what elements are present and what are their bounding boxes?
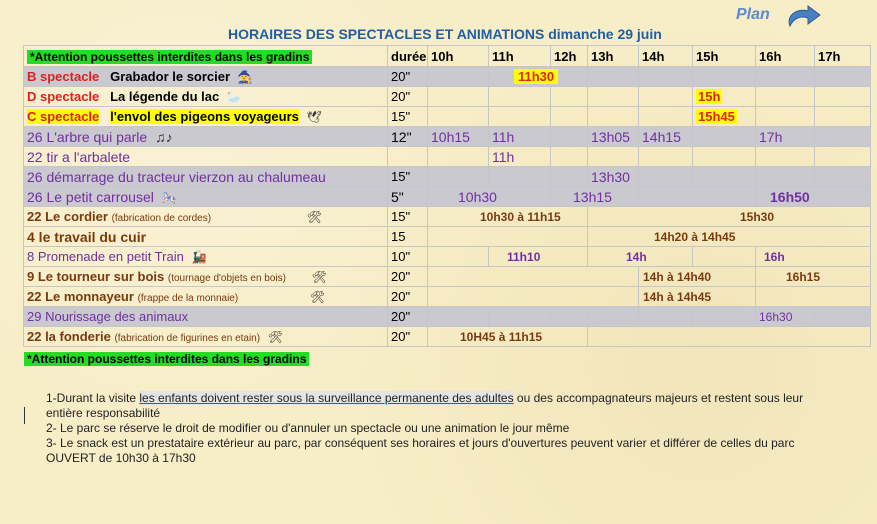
header-duree: durée: [388, 46, 428, 67]
time-cell: 10h30 à 11h15: [428, 207, 588, 227]
header-row: [24, 46, 871, 67]
header-16h: 16h: [756, 46, 815, 67]
table-row: [24, 227, 871, 247]
activity-cell: [24, 107, 388, 127]
activity-cell: [24, 247, 388, 267]
activity-name: Grabador le sorcier: [110, 69, 231, 84]
time-cell: 11h: [489, 127, 551, 147]
craftsman-icon: 🛠: [309, 290, 326, 304]
table-row: [24, 287, 871, 307]
duree-cell: 15": [388, 207, 428, 227]
warning-bottom-container: [24, 350, 309, 368]
header-12h: 12h: [551, 46, 588, 67]
activity-name: 8 Promenade en petit Train: [27, 249, 184, 264]
time-cell: 16h: [756, 247, 871, 267]
header-17h: 17h: [815, 46, 871, 67]
duree-cell: 10": [388, 247, 428, 267]
time-cell: 14h20 à 14h45: [588, 227, 871, 247]
time-cell: 14h: [588, 247, 693, 267]
table-row: [24, 327, 871, 347]
activity-name: [24, 307, 388, 327]
activity-cell: [24, 127, 388, 147]
activity-cell: [24, 87, 388, 107]
duree-cell: 20": [388, 307, 428, 327]
schedule-table: [23, 45, 871, 347]
duree-cell: 5": [388, 187, 428, 207]
text-cursor: [24, 407, 25, 424]
time-value: 15h: [698, 89, 721, 104]
table-row: [24, 267, 871, 287]
activity-name-text: 29 Nourissage des animaux: [27, 309, 189, 324]
time-cell: 16h15: [756, 267, 871, 287]
activity-name: 22 tir a l'arbalete: [24, 147, 388, 167]
table-row: [24, 87, 871, 107]
notes: [46, 391, 836, 466]
witch-icon: 🧙: [237, 70, 253, 84]
time-cell: 13h05: [588, 127, 639, 147]
craftsman-icon: 🛠: [306, 210, 322, 224]
activity-name: l'envol des pigeons voyageurs: [110, 109, 299, 124]
activity-cell: [24, 207, 388, 227]
plan-link[interactable]: Plan: [736, 6, 770, 23]
activity-prefix: C spectacle: [27, 109, 100, 124]
header-10h: 10h: [428, 46, 489, 67]
table-row: [24, 127, 871, 147]
activity-prefix: D spectacle: [27, 89, 100, 104]
header-15h: 15h: [693, 46, 756, 67]
table-row: [24, 307, 871, 327]
duree-cell: 15: [388, 227, 428, 247]
duree-cell: 15": [388, 167, 428, 187]
activity-cell: [24, 327, 388, 347]
activity-name: 26 démarrage du tracteur vierzon au chalumeau: [24, 167, 388, 187]
time-cell: 10H45 à 11h15: [428, 327, 588, 347]
note-1: [46, 391, 836, 421]
activity-detail: (tournage d'objets en bois): [167, 273, 286, 284]
craftsman-icon: 🛠: [267, 330, 283, 344]
pigeon-icon: 🕊: [306, 110, 322, 124]
note-2: 2- Le parc se réserve le droit de modifier ou d'annuler un spectacle ou une animation le jour même: [46, 421, 570, 435]
table-row: [24, 247, 871, 267]
time-cell: 14h à 14h45: [639, 287, 756, 307]
activity-name: 26 Le petit carrousel: [27, 188, 154, 205]
time-cell: 16h30: [756, 307, 815, 327]
note-1-highlight: les enfants doivent rester sous la surveillance permanente des adultes: [139, 391, 514, 405]
activity-detail: (frappe de la monnaie): [137, 293, 239, 304]
activity-name: 4 le travail du cuir: [24, 227, 388, 247]
activity-detail: (fabrication de figurines en etain): [114, 333, 261, 344]
time-cell: 13h15: [551, 187, 639, 207]
duree-cell: 20": [388, 287, 428, 307]
craftsman-icon: 🛠: [311, 270, 327, 284]
table-row: [24, 187, 871, 207]
table-row: [24, 147, 871, 167]
music-notes-icon: ♫♪: [155, 128, 173, 145]
time-value: 11h30: [514, 69, 558, 84]
duree-cell: 20": [388, 87, 428, 107]
activity-name: 26 L'arbre qui parle: [27, 128, 148, 145]
time-cell: [489, 67, 588, 87]
activity-cell: [24, 287, 388, 307]
warning-bottom: *Attention poussettes interdites dans les gradins: [24, 352, 309, 366]
time-cell: 14h15: [639, 127, 693, 147]
note-1-start: 1-Durant la visite: [46, 391, 140, 405]
warning-top: *Attention poussettes interdites dans les gradins: [27, 50, 312, 64]
time-value: 15h45: [698, 109, 735, 124]
activity-name: 22 Le cordier: [27, 209, 108, 224]
table-row: [24, 167, 871, 187]
time-cell: 10h30: [428, 187, 551, 207]
activity-name: 22 la fonderie: [27, 329, 111, 344]
time-cell: [693, 107, 756, 127]
time-cell: 16h50: [756, 187, 871, 207]
time-cell: 13h30: [588, 167, 639, 187]
warning-cell: [24, 46, 388, 67]
activity-name: 9 Le tourneur sur bois: [27, 269, 165, 284]
table-row: [24, 67, 871, 87]
note-1-end: ou des accompagnateurs majeurs et restent sous leur entière responsabilité: [46, 391, 804, 420]
page-title: HORAIRES DES SPECTACLES ET ANIMATIONS dimanche 29 juin: [228, 26, 662, 42]
header-11h: 11h: [489, 46, 551, 67]
activity-name: 22 Le monnayeur: [27, 289, 134, 304]
time-cell: 11h: [489, 147, 551, 167]
plan-arrow-icon[interactable]: [782, 4, 824, 36]
header-14h: 14h: [639, 46, 693, 67]
duree-cell: 20": [388, 327, 428, 347]
activity-name: La légende du lac: [110, 89, 220, 104]
time-cell: 15h30: [588, 207, 871, 227]
time-cell: 11h10: [489, 247, 588, 267]
train-icon: 🚂: [191, 250, 207, 264]
time-cell: 14h à 14h40: [639, 267, 756, 287]
duree-cell: 12": [388, 127, 428, 147]
table-row: [24, 207, 871, 227]
time-cell: 17h: [756, 127, 815, 147]
activity-prefix: B spectacle: [27, 69, 100, 84]
header-13h: 13h: [588, 46, 639, 67]
carousel-icon: 🎠: [161, 190, 177, 205]
note-3: 3- Le snack est un prestataire extérieur au parc, par conséquent ses horaires et jours d'ouvertures peuvent varier et différer de celles du parc OUVERT de 10h30 à 17h30: [46, 436, 795, 465]
time-cell: 10h15: [428, 127, 489, 147]
swan-icon: 🦢: [226, 90, 242, 104]
activity-cell: [24, 67, 388, 87]
duree-cell: 20": [388, 67, 428, 87]
activity-cell: [24, 267, 388, 287]
activity-detail: (fabrication de cordes): [111, 213, 212, 224]
activity-cell: [24, 187, 388, 207]
table-row: [24, 107, 871, 127]
duree-cell: 20": [388, 267, 428, 287]
time-cell: [693, 87, 756, 107]
duree-cell: 15": [388, 107, 428, 127]
